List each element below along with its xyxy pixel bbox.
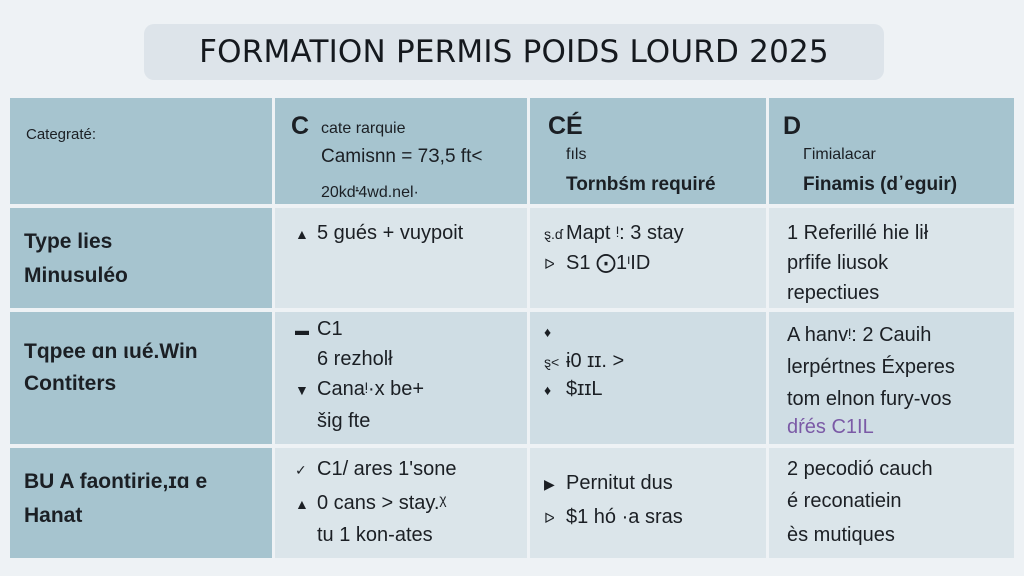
row3-d: [769, 448, 1014, 558]
list-item: ▼ Canaᵎ·x be+: [295, 374, 424, 405]
header-c-line3: 20kd᠊ᡃ4wd.nel·: [321, 184, 419, 201]
row3-ce: [530, 448, 766, 558]
list-item: é reconatiein: [787, 490, 902, 512]
list-item: šig fte: [317, 410, 371, 432]
row2-label-line1: Tqpee ɑn ιué.Win: [24, 340, 198, 363]
diamond-icon: ♦: [544, 382, 552, 398]
list-item: 2 pecodió cauch: [787, 458, 933, 480]
page-title: FORMATION PERMIS POIDS LOURD 2025: [199, 34, 829, 70]
diamond-icon: ♦: [544, 324, 552, 340]
row1-label-line2: Minusuléo: [24, 264, 128, 287]
header-c-letter: C: [291, 112, 310, 140]
list-item: ✓ C1/ ares 1'sone: [295, 454, 456, 485]
header-d-line2: Finamis (d᾽eguir): [803, 174, 958, 195]
arrow-icon: ᐅ: [544, 510, 555, 526]
list-item: ᐅ S1 ⨀1ᶦID: [544, 248, 650, 279]
list-item: ▲ 0 cans > stay.ᵡ: [295, 488, 446, 519]
header-c: [275, 98, 527, 204]
down-triangle-icon: ▼: [295, 382, 309, 398]
marker-icon: ȿ<: [544, 354, 560, 370]
row1-c: [275, 208, 527, 308]
list-item: ès mutiques: [787, 524, 895, 546]
list-item: prfife liusok: [787, 252, 889, 274]
list-item: 1 Referillé hie lił: [787, 222, 929, 244]
header-d-line1: Γimialacar: [803, 146, 876, 163]
list-item: ♦ $ɪɪL: [544, 374, 602, 405]
arrow-icon: ᐅ: [544, 256, 555, 272]
row-label-type: [10, 208, 272, 308]
triangle-icon: ▲: [295, 226, 309, 242]
header-category: [10, 98, 272, 204]
list-item: ᐅ $1 hó ·a sras: [544, 502, 683, 533]
row2-d: [769, 312, 1014, 444]
highlight-text: dŕés C1IL: [787, 416, 874, 438]
header-d: [769, 98, 1014, 204]
row-label-bu: [10, 448, 272, 558]
row2-label-line2: Contiters: [24, 372, 117, 395]
list-item: [544, 316, 566, 347]
list-item: lerpértnes Éxperes: [787, 356, 955, 378]
row1-label-line1: Type lies: [24, 230, 113, 253]
list-item: repectiues: [787, 282, 880, 304]
header-ce-line1: fıls: [566, 146, 587, 163]
list-item: ▲ 5 gués + vuypoit: [295, 218, 463, 249]
header-d-letter: D: [783, 112, 802, 140]
list-item: A hanvᵎ: 2 Cauih: [787, 324, 932, 346]
row2-c: [275, 312, 527, 444]
marker-icon: ȿ.ɗ: [544, 226, 563, 242]
title-banner: [144, 24, 884, 80]
triangle-icon: ▲: [295, 496, 309, 512]
row-label-tqpee: [10, 312, 272, 444]
bar-icon: ▬: [295, 322, 309, 338]
category-label: Categraté:: [26, 126, 97, 143]
header-c-line1: cate rarquie: [321, 120, 406, 137]
list-item: 6 rezholł: [317, 348, 393, 370]
list-item: ▶ Pernitut dus: [544, 468, 673, 499]
header-c-line2: Camisnn = 7З,5 ft<: [321, 146, 483, 167]
row1-d: [769, 208, 1014, 308]
row2-ce: [530, 312, 766, 444]
header-ce-letter: CÉ: [548, 112, 583, 140]
row3-label-line2: Hanat: [24, 504, 83, 527]
row3-c: [275, 448, 527, 558]
header-ce-line2: Tornbśm requiré: [566, 174, 716, 195]
list-item: tom elnon fury-vos: [787, 388, 952, 410]
row1-ce: [530, 208, 766, 308]
list-item: ▬ C1: [295, 314, 343, 345]
list-item: ȿ.ɗ Mapt ᵎ: 3 stay: [544, 218, 684, 249]
list-item: ȿ< ɨ0 ɪɪ. >: [544, 346, 624, 377]
check-icon: ✓: [295, 462, 307, 478]
header-ce: [530, 98, 766, 204]
license-table: [10, 98, 1014, 558]
row3-label-line1: BU A faontirie,ɪɑ e: [24, 470, 208, 493]
list-item: tu 1 kon-ates: [317, 524, 433, 546]
play-icon: ▶: [544, 476, 555, 492]
